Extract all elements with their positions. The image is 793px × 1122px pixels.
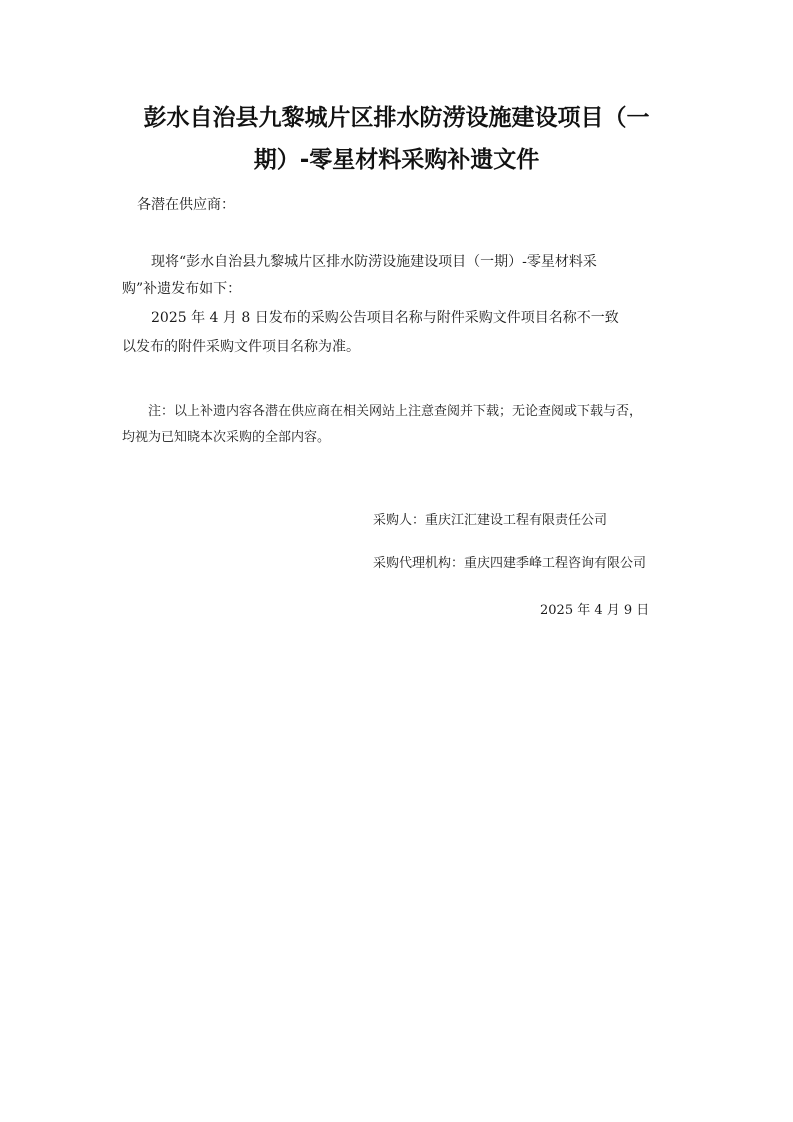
body-paragraph-2-line-1: 2025 年 4 月 8 日发布的采购公告项目名称与附件采购文件项目名称不一致	[151, 310, 619, 326]
salutation: 各潜在供应商：	[137, 197, 235, 213]
note-line-2: 均视为已知晓本次采购的全部内容。	[122, 430, 331, 445]
procurement-agency: 采购代理机构：重庆四建季峰工程咨询有限公司	[373, 556, 647, 571]
note-line-1: 注：以上补遗内容各潜在供应商在相关网站上注意查阅并下载；无论查阅或下载与否，	[148, 404, 643, 419]
body-paragraph-2-line-2: 以发布的附件采购文件项目名称为准。	[122, 339, 360, 355]
purchaser: 采购人：重庆江汇建设工程有限责任公司	[373, 513, 608, 528]
document-title-line-2: 期）-零星材料采购补遗文件	[253, 147, 540, 173]
document-title-line-1: 彭水自治县九黎城片区排水防涝设施建设项目（一	[143, 105, 650, 131]
body-paragraph-1-line-2: 购”补遗发布如下：	[122, 281, 242, 297]
body-paragraph-1-line-1: 现将“彭水自治县九黎城片区排水防涝设施建设项目（一期）-零星材料采	[151, 254, 597, 270]
issue-date: 2025 年 4 月 9 日	[540, 603, 650, 618]
